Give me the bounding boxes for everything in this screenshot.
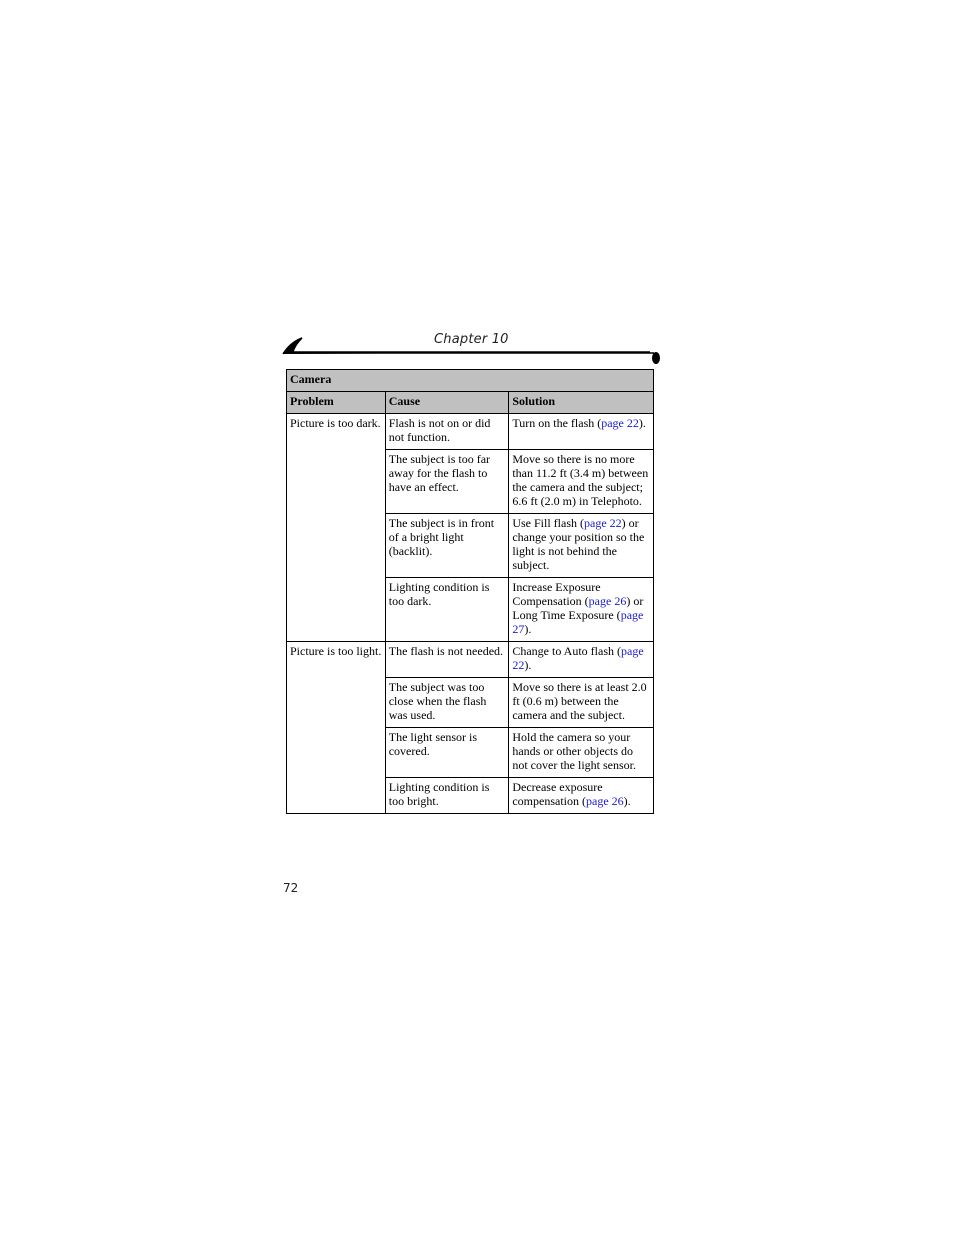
solution-cell: Use Fill flash (page 22) or change your position so the light is not behind the subject. bbox=[509, 514, 654, 578]
cause-cell: Lighting condition is too bright. bbox=[385, 778, 509, 814]
cause-cell: Lighting condition is too dark. bbox=[385, 578, 509, 642]
troubleshooting-table bbox=[286, 369, 654, 814]
table-header-row bbox=[287, 392, 654, 414]
table-section-row bbox=[287, 370, 654, 392]
solution-cell: Turn on the flash (page 22). bbox=[509, 414, 654, 450]
table-row bbox=[287, 642, 654, 678]
page-number: 72 bbox=[283, 881, 299, 895]
cause-cell: The subject was too close when the flash was used. bbox=[385, 678, 509, 728]
solution-cell: Move so there is at least 2.0 ft (0.6 m) between the camera and the subject. bbox=[509, 678, 654, 728]
cause-cell: The flash is not needed. bbox=[385, 642, 509, 678]
page-link[interactable]: page 26 bbox=[588, 594, 627, 608]
problem-cell: Picture is too light. bbox=[287, 642, 386, 814]
solution-cell: Increase Exposure Compensation (page 26) or Long Time Exposure (page 27). bbox=[509, 578, 654, 642]
cause-cell: The light sensor is covered. bbox=[385, 728, 509, 778]
solution-cell: Change to Auto flash (page 22). bbox=[509, 642, 654, 678]
column-header-cause: Cause bbox=[385, 392, 509, 414]
cause-cell: The subject is too far away for the flash to have an effect. bbox=[385, 450, 509, 514]
page-link[interactable]: page 26 bbox=[586, 794, 624, 808]
cause-cell: The subject is in front of a bright light (backlit). bbox=[385, 514, 509, 578]
solution-cell: Decrease exposure compensation (page 26). bbox=[509, 778, 654, 814]
table-row bbox=[287, 414, 654, 450]
chapter-header bbox=[282, 328, 662, 368]
column-header-problem: Problem bbox=[287, 392, 386, 414]
cause-cell: Flash is not on or did not function. bbox=[385, 414, 509, 450]
page-link[interactable]: page 27 bbox=[512, 608, 644, 636]
section-title: Camera bbox=[287, 370, 654, 392]
solution-cell: Move so there is no more than 11.2 ft (3.4 m) between the camera and the subject; 6.6 ft (2.0 m) in Telephoto. bbox=[509, 450, 654, 514]
page-link[interactable]: page 22 bbox=[601, 416, 639, 430]
page-link[interactable]: page 22 bbox=[512, 644, 644, 672]
solution-cell: Hold the camera so your hands or other objects do not cover the light sensor. bbox=[509, 728, 654, 778]
chapter-title: Chapter 10 bbox=[434, 332, 509, 347]
problem-cell: Picture is too dark. bbox=[287, 414, 386, 642]
page-link[interactable]: page 22 bbox=[584, 516, 622, 530]
column-header-solution: Solution bbox=[509, 392, 654, 414]
